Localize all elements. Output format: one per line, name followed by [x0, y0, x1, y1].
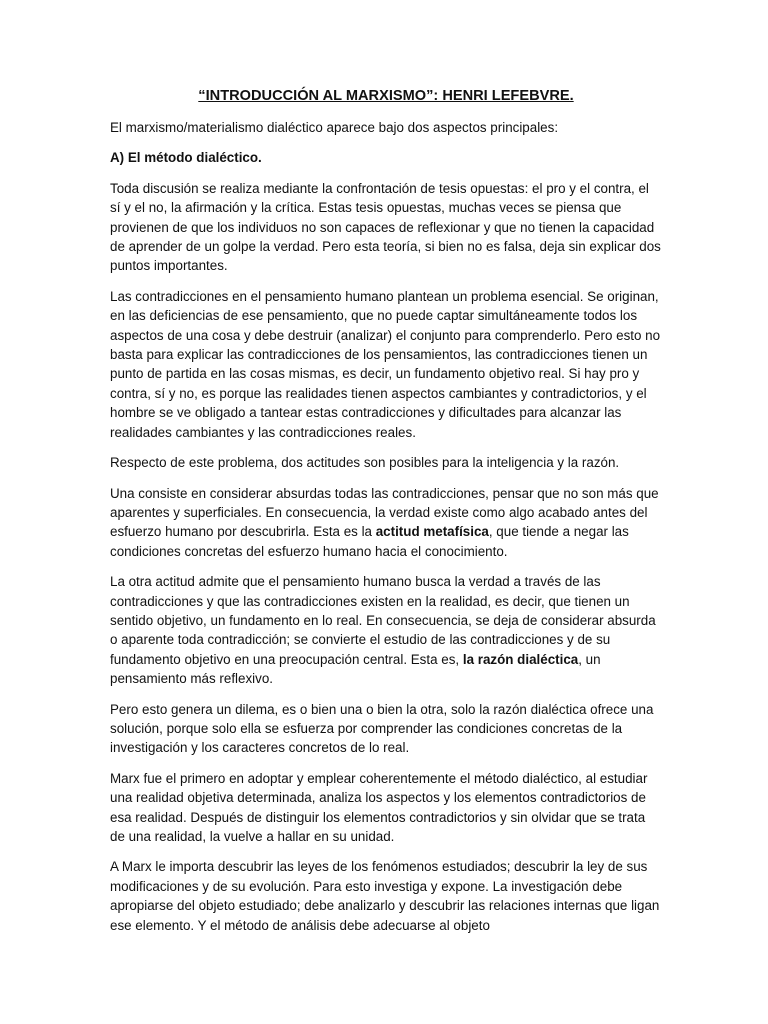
intro-paragraph: El marxismo/materialismo dialéctico aparece bajo dos aspectos principales: — [110, 120, 559, 135]
term-actitud-metafisica: actitud metafísica — [375, 524, 489, 540]
document-body — [110, 86, 662, 946]
paragraph-2: Las contradicciones en el pensamiento humano plantean un problema esencial. Se originan, en las deficiencias de ese pensamiento, que no puede captar simultáneamente todos los aspectos de una cosa y debe destruir (analizar) el conjunto para comprenderlo. Pero esto no basta para explicar las contradicciones de los pensamientos, las contradicciones tienen un punto de partida en las cosas mismas, es decir, un fundamento objetivo real. Si hay pro y contra, sí y no, es porque las realidades tienen aspectos cambiantes y contradictorios, y el hombre se ve obligado a tantear estas contradicciones y dificultades para alcanzar las realidades cambiantes y las contradicciones reales. — [110, 288, 661, 440]
term-razon-dialectica: la razón dialéctica — [462, 651, 579, 667]
paragraph-1: Toda discusión se realiza mediante la confrontación de tesis opuestas: el pro y el contra, el sí y el no, la afirmación y la crítica. Estas tesis opuestas, muchas veces se piensa que provienen de que los individuos no son capaces de reflexionar y que no tienen la capacidad de aprender de un golpe la verdad. Pero esta teoría, si bien no es falsa, deja sin explicar dos puntos importantes. — [110, 180, 661, 274]
paragraph-3: Respecto de este problema, dos actitudes son posibles para la inteligencia y la razón. — [110, 455, 620, 471]
paragraph-6: Pero esto genera un dilema, es o bien una o bien la otra, solo la razón dialéctica ofrece una solución, porque solo ella se esfuerza por comprender las condiciones concretas de la investigación y los caracteres concretos de lo real. — [110, 701, 654, 756]
paragraph-7: Marx fue el primero en adoptar y emplear coherentemente el método dialéctico, al estudiar una realidad objetiva determinada, analiza los aspectos y los elementos contradictorios de esa realidad. Después de distinguir los elementos contradictorios y sin olvidar que se trata de una realidad, la vuelve a hallar en su unidad. — [110, 770, 648, 844]
section-a-heading: A) El método dialéctico. — [110, 150, 262, 166]
paragraph-5-text-start: La otra actitud admite que el pensamiento humano busca la verdad a través de las contradicciones y que las contradicciones existen en la realidad, es decir, que tienen un sentido objetivo, un fundamento en lo real. En consecuencia, se deja de considerar absurda o aparente toda contradicción; se convierte el estudio de las contradicciones y de su fundamento objetivo en una preocupación central. Esta es, — [110, 574, 656, 667]
document-title: “INTRODUCCIÓN AL MARXISMO”: HENRI LEFEBVRE. — [198, 88, 574, 104]
paragraph-5 — [110, 572, 662, 688]
paragraph-8: A Marx le importa descubrir las leyes de los fenómenos estudiados; descubrir la ley de sus modificaciones y de su evolución. Para esto investiga y expone. La investigación debe apropiarse del objeto estudiado; debe analizarlo y descubrir las relaciones internas que ligan ese elemento. Y el método de análisis debe adecuarse al objeto — [110, 859, 660, 933]
paragraph-4 — [110, 484, 662, 562]
paragraph-4-text-end: , que tiende a negar las condiciones concretas del esfuerzo humano hacia el conocimiento. — [110, 524, 629, 559]
paragraph-5-text-end: , un pensamiento más reflexivo. — [110, 651, 601, 687]
paragraph-4-text-start: Una consiste en considerar absurdas todas las contradicciones, pensar que no son más que aparentes y superficiales. En consecuencia, la verdad existe como algo acabado antes del esfuerzo humano por descubrirla. Esta es la — [110, 485, 659, 540]
